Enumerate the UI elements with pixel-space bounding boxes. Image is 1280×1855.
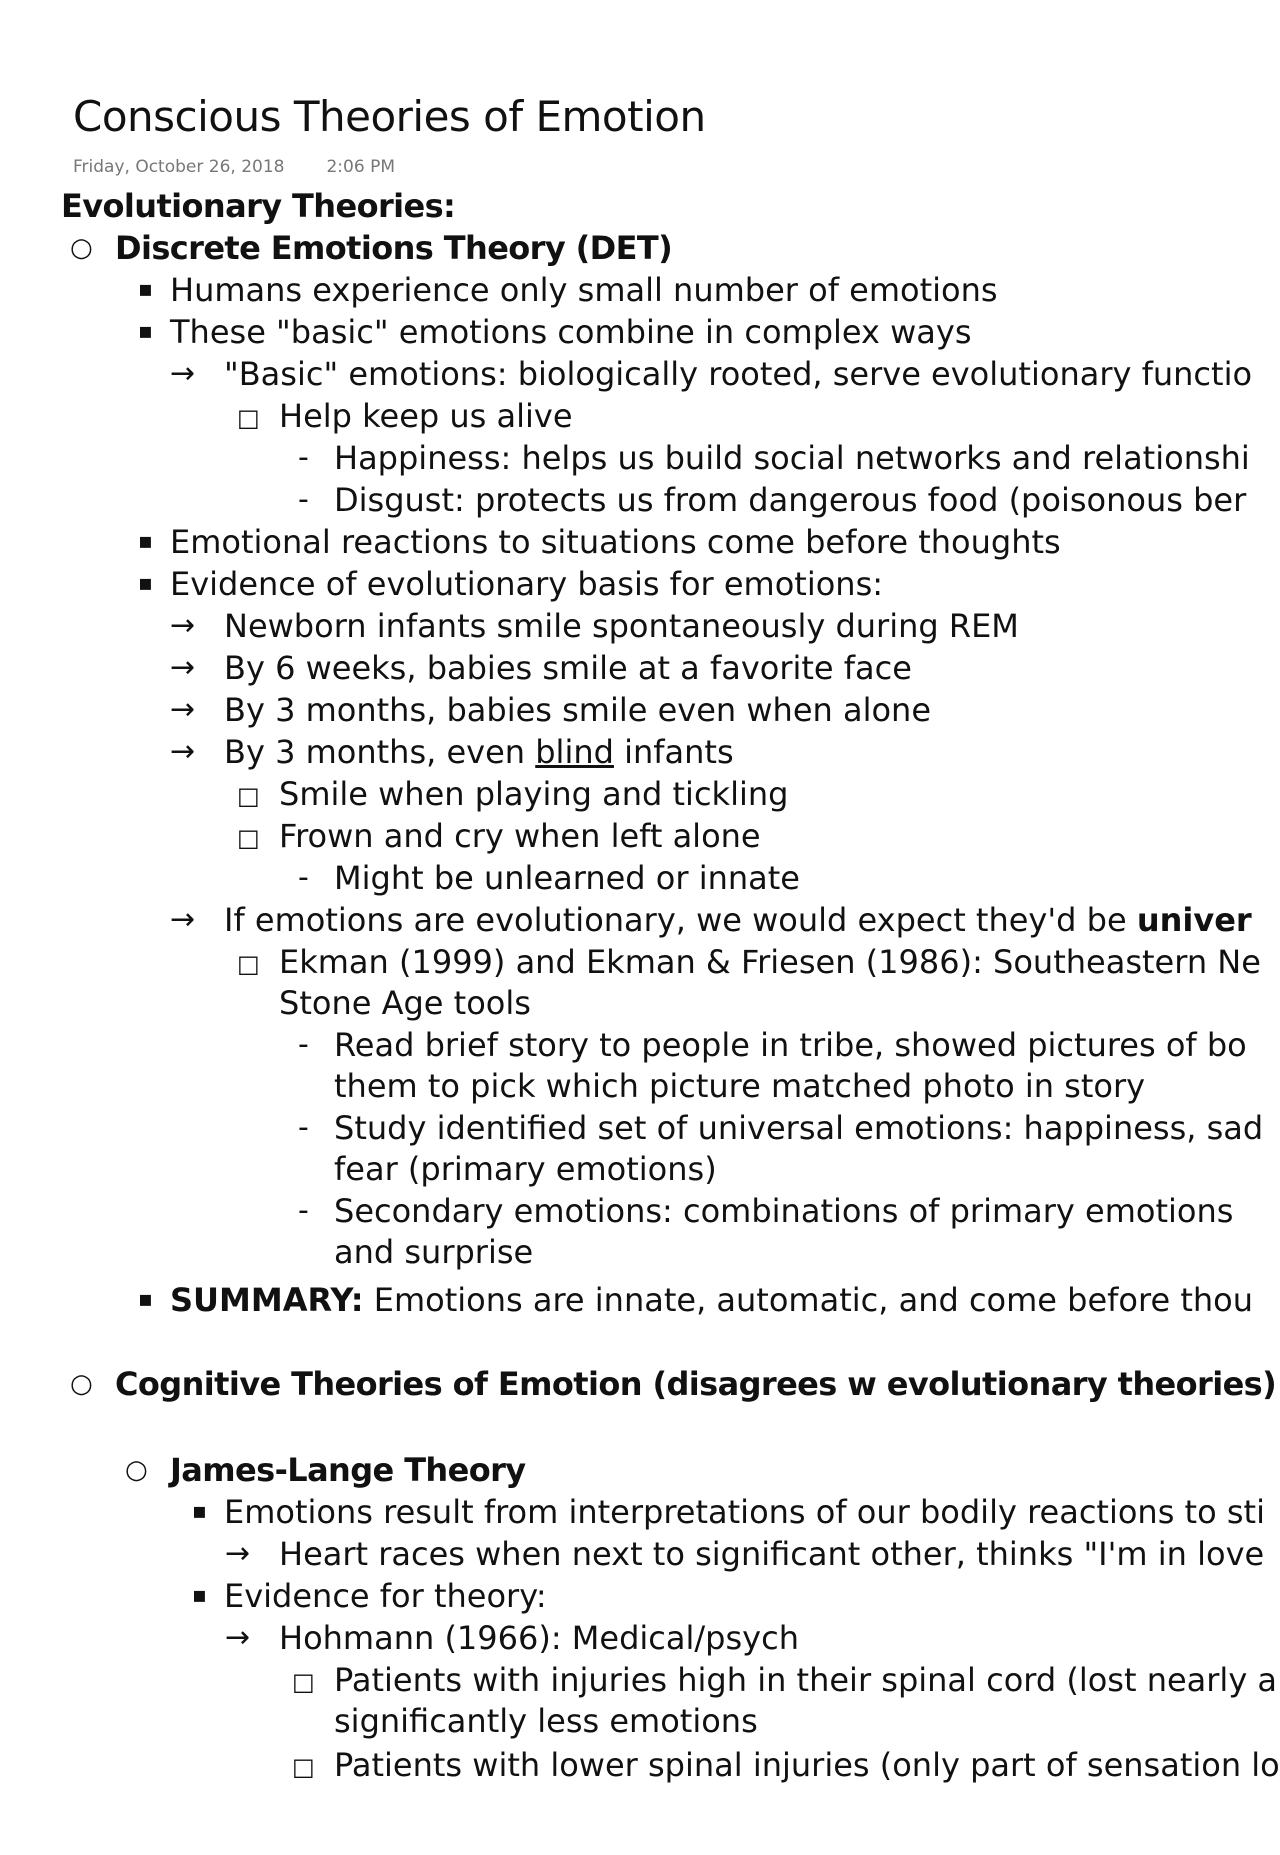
- list-item-continuation: [334, 1149, 717, 1189]
- list-item-text: If emotions are evolutionary, we would expect they'd be: [224, 901, 1137, 939]
- dash-bullet-icon: -: [298, 1027, 309, 1062]
- list-item: [237, 942, 1261, 982]
- list-item: [237, 396, 573, 436]
- circle-bullet-icon: ○: [125, 1455, 148, 1485]
- page-title: Conscious Theories of Emotion: [73, 92, 706, 141]
- arrow-right-icon: →: [225, 1536, 251, 1571]
- list-item-text: Patients with injuries high in their spinal cord (lost nearly a: [334, 1661, 1278, 1699]
- heading-cognitive-theories: [70, 1364, 1277, 1404]
- list-item-text: Newborn infants smile spontaneously during REM: [224, 607, 1019, 645]
- list-item-text: Heart races when next to significant other, thinks "I'm in love: [279, 1535, 1265, 1573]
- circle-bullet-icon: ○: [70, 1369, 93, 1399]
- list-item: [170, 606, 1019, 646]
- list-item-text: Emotions are innate, automatic, and come before thou: [363, 1281, 1253, 1319]
- list-item: [225, 1618, 799, 1658]
- list-item: [237, 774, 789, 814]
- list-item-continuation: [334, 1701, 758, 1741]
- arrow-right-icon: →: [225, 1620, 251, 1655]
- list-item: [170, 648, 912, 688]
- list-item-text: fear (primary emotions): [334, 1150, 717, 1188]
- list-item-text: them to pick which picture matched photo in story: [334, 1067, 1146, 1105]
- dash-bullet-icon: -: [298, 482, 309, 517]
- checkbox-square-icon: □: [237, 950, 260, 978]
- list-item-text: and surprise: [334, 1233, 534, 1271]
- list-item-text: Evidence of evolutionary basis for emotions:: [170, 565, 884, 603]
- list-item-text: Secondary emotions: combinations of primary emotions: [334, 1192, 1234, 1230]
- list-item-text: Read brief story to people in tribe, showed pictures of bo: [334, 1026, 1247, 1064]
- list-item-text: Might be unlearned or innate: [334, 859, 800, 897]
- heading-text: Cognitive Theories of Emotion (disagrees w evolutionary theories): [115, 1365, 1277, 1403]
- list-item-continuation: [279, 983, 531, 1023]
- list-item: [298, 1108, 1264, 1148]
- list-item-text: Disgust: protects us from dangerous food (poisonous ber: [334, 481, 1247, 519]
- list-item: [237, 816, 761, 856]
- list-item-text: infants: [613, 733, 734, 771]
- list-item-text: By 3 months, even: [224, 733, 536, 771]
- list-item-text: Frown and cry when left alone: [279, 817, 761, 855]
- heading-james-lange-theory: [125, 1450, 526, 1490]
- list-item-text: Stone Age tools: [279, 984, 531, 1022]
- list-item-summary: [138, 1280, 1253, 1320]
- list-item-text: Smile when playing and tickling: [279, 775, 789, 813]
- square-bullet-icon: ▪: [192, 1583, 207, 1608]
- square-bullet-icon: ▪: [138, 1287, 153, 1312]
- arrow-right-icon: →: [170, 650, 196, 685]
- square-bullet-icon: ▪: [138, 277, 153, 302]
- arrow-right-icon: →: [170, 902, 196, 937]
- checkbox-square-icon: □: [237, 824, 260, 852]
- square-bullet-icon: ▪: [138, 319, 153, 344]
- checkbox-square-icon: □: [292, 1668, 315, 1696]
- list-item: [298, 438, 1250, 478]
- checkbox-square-icon: □: [237, 404, 260, 432]
- heading-text: Discrete Emotions Theory (DET): [115, 229, 673, 267]
- page-date: Friday, October 26, 2018: [73, 157, 285, 177]
- dash-bullet-icon: -: [298, 860, 309, 895]
- arrow-right-icon: →: [170, 356, 196, 391]
- bold-text: univer: [1136, 901, 1252, 939]
- list-item-text: Patients with lower spinal injuries (only part of sensation lo: [334, 1746, 1280, 1784]
- list-item-text: Help keep us alive: [279, 397, 573, 435]
- list-item-text: Evidence for theory:: [224, 1577, 547, 1615]
- list-item-cutoff: [292, 1745, 1280, 1784]
- list-item: [298, 480, 1247, 520]
- list-item-text: Happiness: helps us build social networks and relationshi: [334, 439, 1250, 477]
- page-meta: [73, 157, 395, 177]
- dash-bullet-icon: -: [298, 1193, 309, 1228]
- list-item-text: Study identified set of universal emotions: happiness, sad: [334, 1109, 1264, 1147]
- square-bullet-icon: ▪: [192, 1499, 207, 1524]
- list-item: [138, 564, 884, 604]
- heading-evolutionary-theories: [61, 186, 455, 226]
- arrow-right-icon: →: [170, 692, 196, 727]
- list-item: [170, 354, 1253, 394]
- list-item-text: By 6 weeks, babies smile at a favorite face: [224, 649, 912, 687]
- checkbox-square-icon: □: [237, 782, 260, 810]
- checkbox-square-icon: □: [292, 1753, 315, 1781]
- underlined-text: blind: [535, 733, 614, 771]
- list-item: [170, 690, 932, 730]
- list-item: [292, 1660, 1278, 1700]
- list-item: [138, 270, 998, 310]
- summary-label: SUMMARY:: [170, 1281, 364, 1319]
- list-item-text: Emotional reactions to situations come before thoughts: [170, 523, 1061, 561]
- list-item-text: Hohmann (1966): Medical/psych: [279, 1619, 799, 1657]
- arrow-right-icon: →: [170, 734, 196, 769]
- square-bullet-icon: ▪: [138, 529, 153, 554]
- list-item: [138, 312, 972, 352]
- list-item-text: "Basic" emotions: biologically rooted, serve evolutionary functio: [224, 355, 1253, 393]
- list-item-text: By 3 months, babies smile even when alone: [224, 691, 932, 729]
- list-item-text: Ekman (1999) and Ekman & Friesen (1986): Southeastern Ne: [279, 943, 1261, 981]
- heading-discrete-emotions-theory: [70, 228, 673, 268]
- list-item: [298, 1191, 1234, 1231]
- list-item: [298, 858, 800, 898]
- list-item: [138, 522, 1061, 562]
- heading-text: James-Lange Theory: [170, 1451, 526, 1489]
- list-item-text: significantly less emotions: [334, 1702, 758, 1740]
- list-item-text: Humans experience only small number of emotions: [170, 271, 998, 309]
- dash-bullet-icon: -: [298, 1110, 309, 1145]
- arrow-right-icon: →: [170, 608, 196, 643]
- list-item: [170, 900, 1252, 940]
- list-item: [225, 1534, 1265, 1574]
- list-item: [192, 1576, 547, 1616]
- circle-bullet-icon: ○: [70, 233, 93, 263]
- list-item: [192, 1492, 1265, 1532]
- list-item-continuation: [334, 1232, 533, 1272]
- square-bullet-icon: ▪: [138, 571, 153, 596]
- page-time: 2:06 PM: [326, 157, 395, 177]
- list-item-text: These "basic" emotions combine in complex ways: [170, 313, 972, 351]
- dash-bullet-icon: -: [298, 440, 309, 475]
- list-item: [298, 1025, 1247, 1065]
- heading-text: Evolutionary Theories:: [61, 187, 456, 225]
- list-item: [170, 732, 734, 772]
- list-item-continuation: [334, 1066, 1145, 1106]
- list-item-text: Emotions result from interpretations of our bodily reactions to sti: [224, 1493, 1265, 1531]
